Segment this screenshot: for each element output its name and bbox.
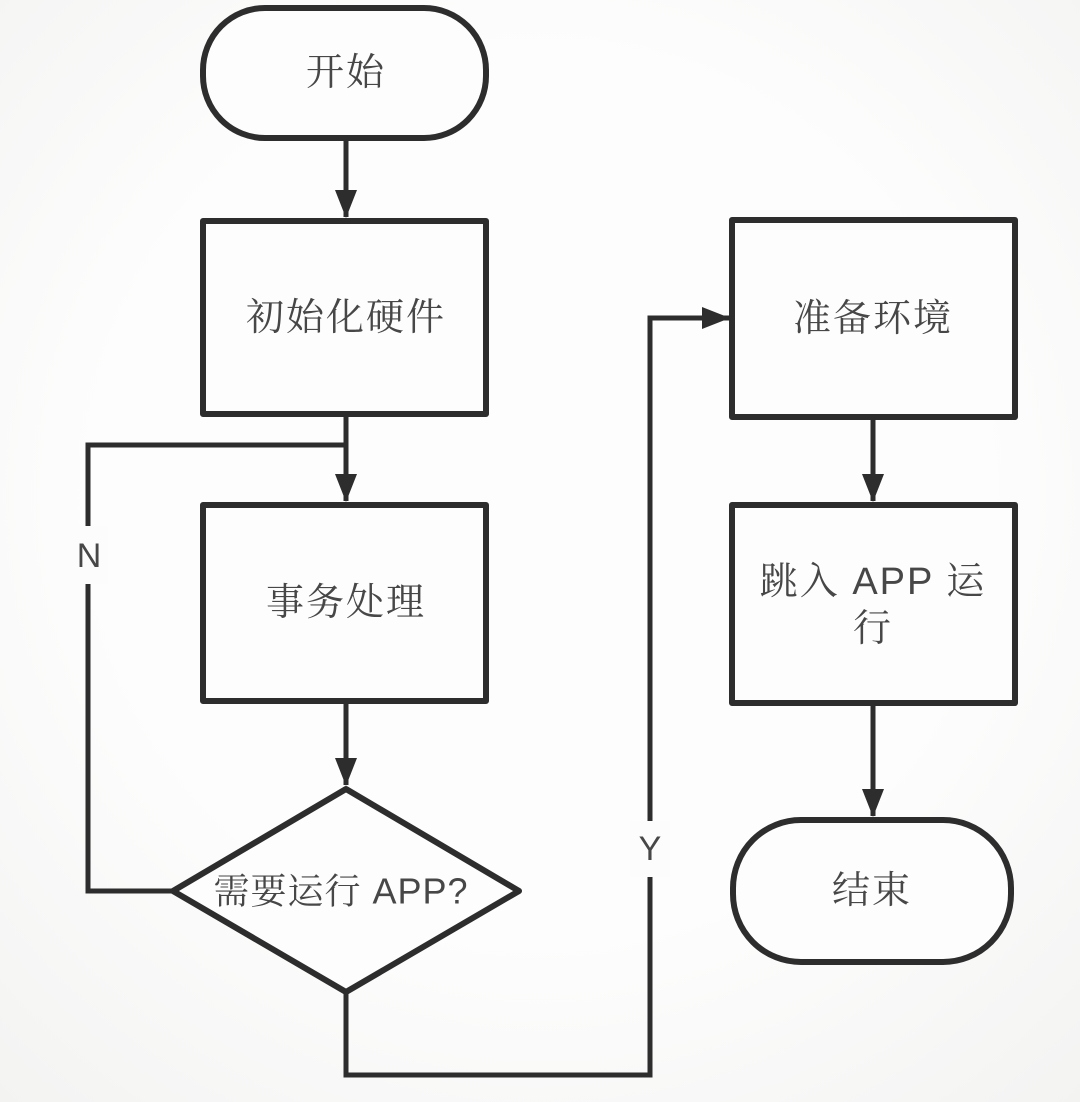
init-hardware-label: 初始化硬件 bbox=[245, 297, 447, 339]
jump-to-app-run-shape bbox=[732, 505, 1015, 703]
prepare-environment-label: 准备环境 bbox=[792, 298, 954, 340]
node-end bbox=[733, 820, 1011, 962]
jump-to-app-run-label-line2: 行 bbox=[852, 608, 894, 650]
node-jump-to-app-run bbox=[732, 505, 1015, 703]
start-label: 开始 bbox=[305, 52, 387, 94]
node-transaction-processing bbox=[203, 505, 486, 701]
need-run-app-label: 需要运行 APP? bbox=[213, 870, 469, 912]
transaction-processing-label: 事务处理 bbox=[265, 582, 427, 624]
node-prepare-environment bbox=[732, 220, 1015, 417]
jump-to-app-run-label-line1: 跳入 APP 运 bbox=[759, 561, 987, 603]
edge-label-no: N bbox=[76, 537, 102, 575]
end-label: 结束 bbox=[831, 870, 913, 912]
edge-label-yes: Y bbox=[638, 830, 662, 868]
node-need-run-app bbox=[173, 789, 519, 992]
node-start bbox=[203, 8, 486, 138]
node-group bbox=[173, 8, 1015, 992]
node-init-hardware bbox=[203, 221, 486, 414]
